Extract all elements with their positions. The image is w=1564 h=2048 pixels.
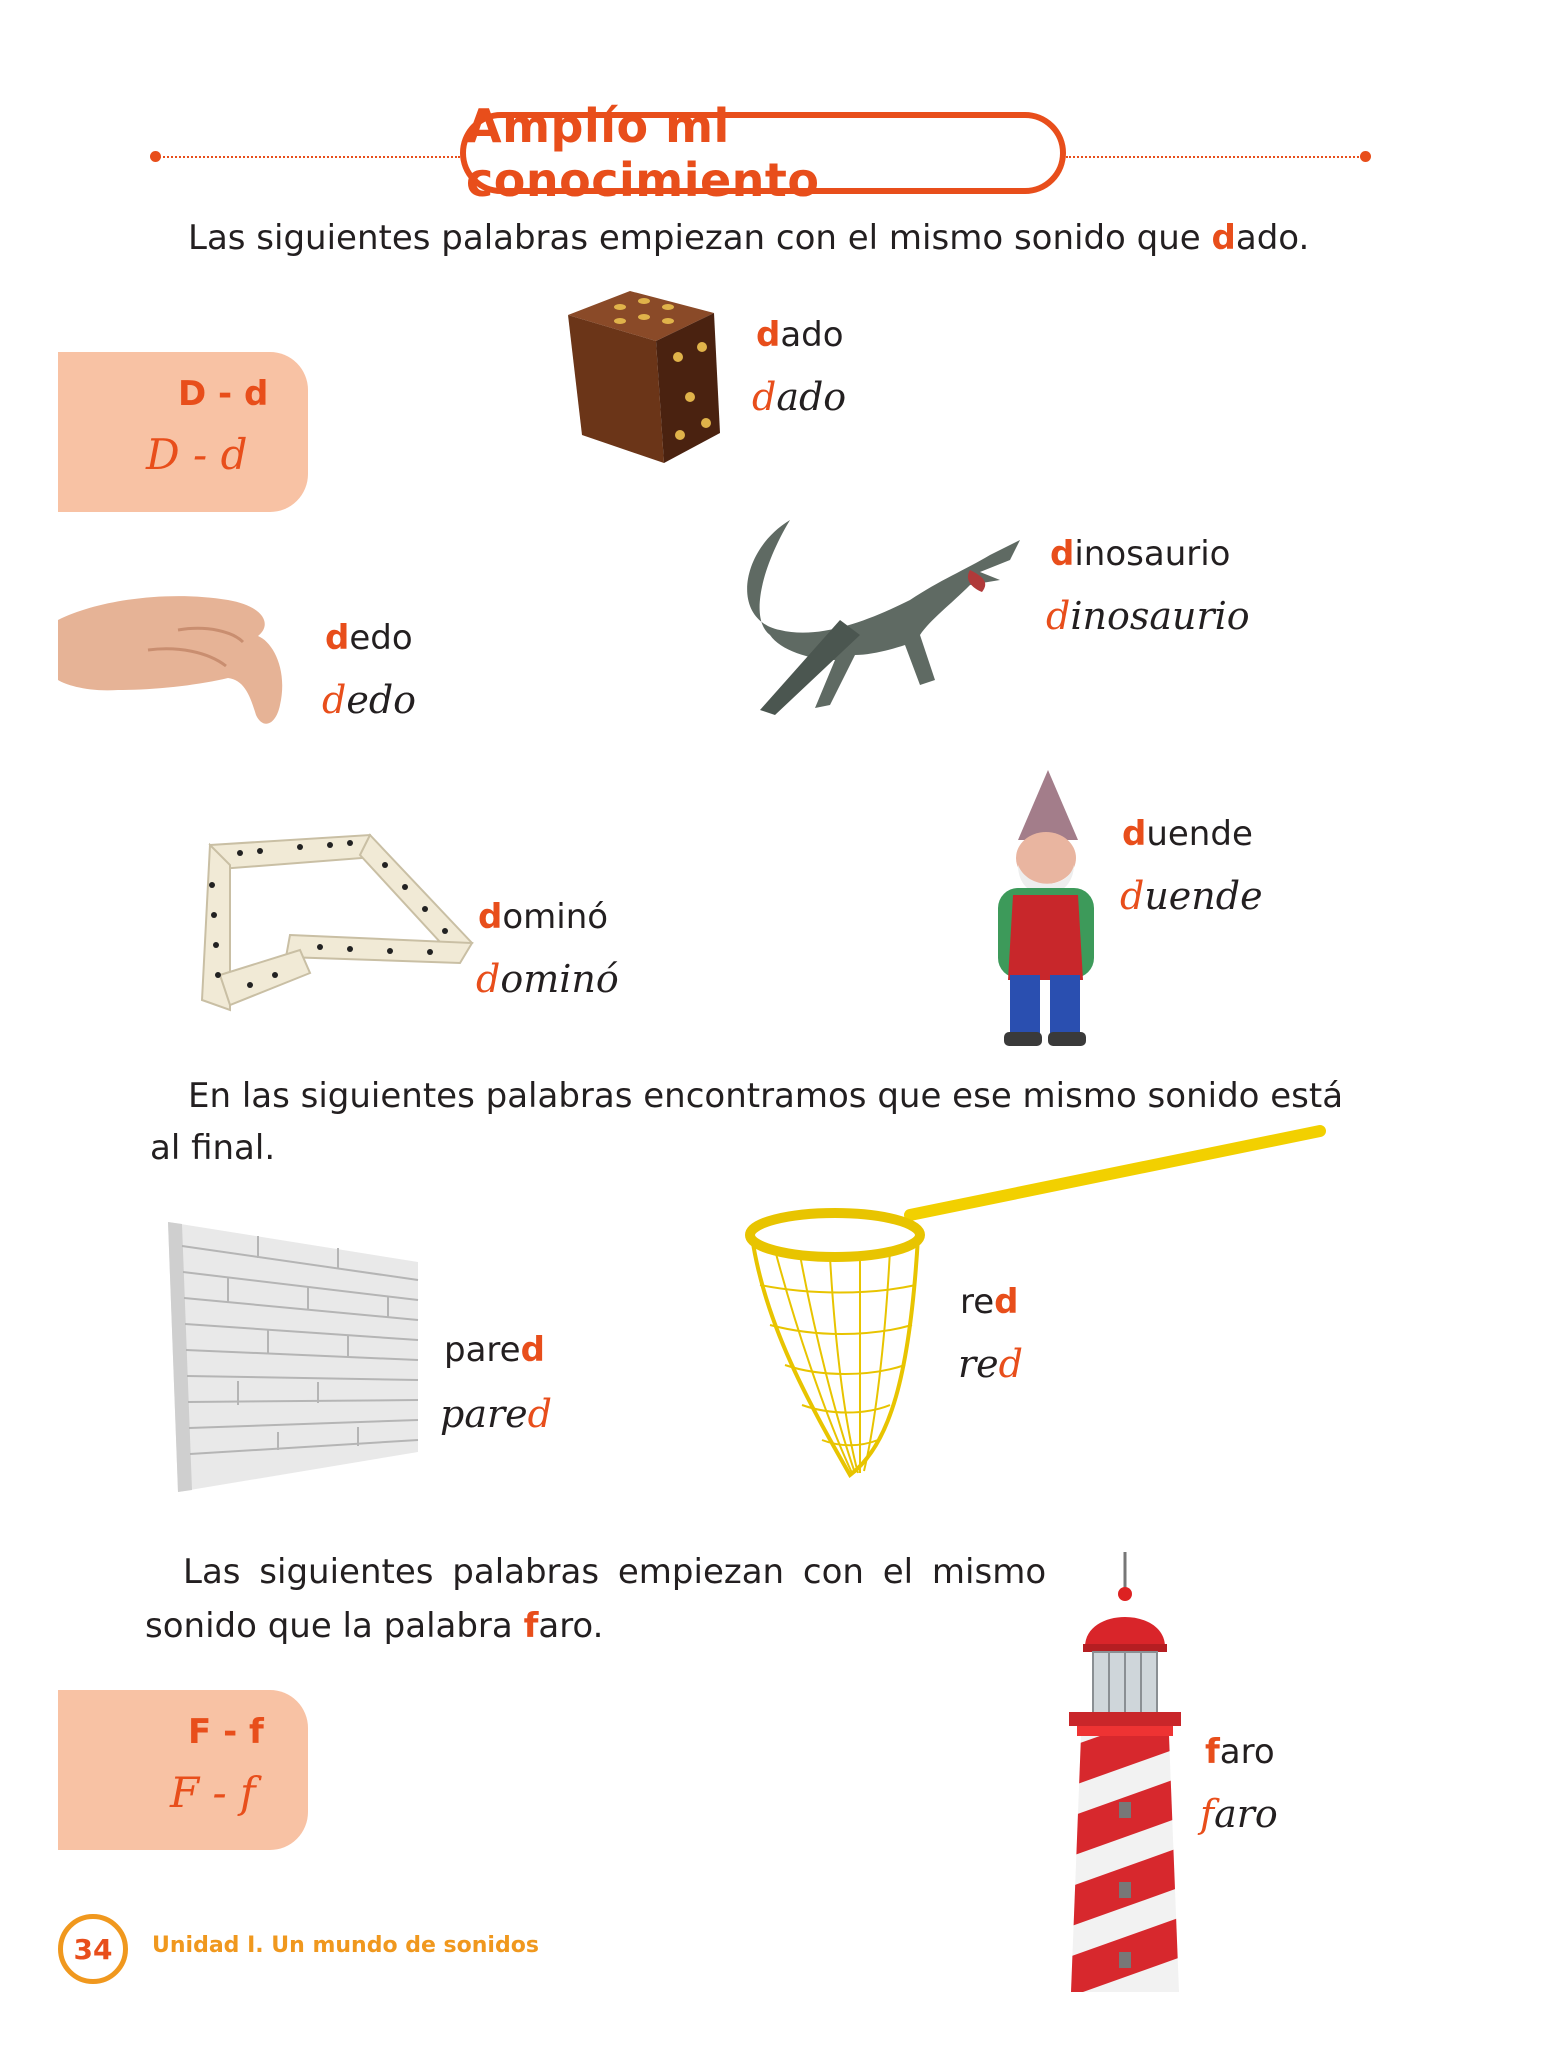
cursive-domino: dominó [476, 957, 619, 1001]
cursive-faro: faro [1200, 1792, 1278, 1836]
intro-text: Las siguientes palabras empiezan con el mismo sonido que dado. [188, 218, 1310, 258]
unit-title: Unidad I. Un mundo de sonidos [152, 1933, 539, 1958]
letter-cursive-f: F - f [170, 1768, 256, 1817]
letter-print-d: D - d [178, 374, 269, 414]
letter-box-f [58, 1690, 308, 1850]
word-dinosaurio: dinosaurio [1050, 534, 1231, 574]
fishing-net-image [740, 1125, 1320, 1485]
word-faro: faro [1205, 1732, 1275, 1772]
cursive-pared: pared [440, 1392, 552, 1436]
lighthouse-image [1055, 1552, 1195, 1992]
brick-wall-image [168, 1222, 428, 1492]
f-text-line1: Las siguientes palabras empiezan con el mismo [183, 1552, 1047, 1592]
title-dot-left [150, 151, 161, 162]
word-duende: duende [1122, 814, 1253, 854]
word-dedo: dedo [325, 618, 413, 658]
cursive-dedo: dedo [322, 678, 417, 722]
section-title: Amplío mi conocimiento [460, 112, 1066, 194]
title-rule-right [1066, 156, 1366, 158]
cursive-dinosaurio: dinosaurio [1046, 594, 1250, 638]
letter-cursive-d: D - d [146, 430, 248, 479]
domino-image [190, 825, 480, 1015]
cursive-red: red [958, 1342, 1023, 1386]
word-red: red [960, 1282, 1019, 1322]
middle-text-line1: En las siguientes palabras encontramos que ese mismo sonido está [188, 1076, 1344, 1116]
word-pared: pared [444, 1330, 545, 1370]
title-dot-right [1360, 151, 1371, 162]
title-rule-left [156, 156, 460, 158]
cursive-dado: dado [752, 375, 847, 419]
f-text-line2: sonido que la palabra faro. [145, 1606, 604, 1646]
letter-box-d [58, 352, 308, 512]
gnome-image [978, 770, 1108, 1050]
finger-image [58, 580, 318, 730]
cursive-duende: duende [1120, 874, 1263, 918]
letter-print-f: F - f [188, 1712, 264, 1752]
page-number: 34 [58, 1914, 128, 1984]
dinosaur-image [720, 510, 1030, 720]
word-dado: dado [756, 315, 844, 355]
dice-image [560, 285, 720, 465]
middle-text-line2: al final. [150, 1128, 276, 1168]
word-domino: dominó [478, 897, 609, 937]
